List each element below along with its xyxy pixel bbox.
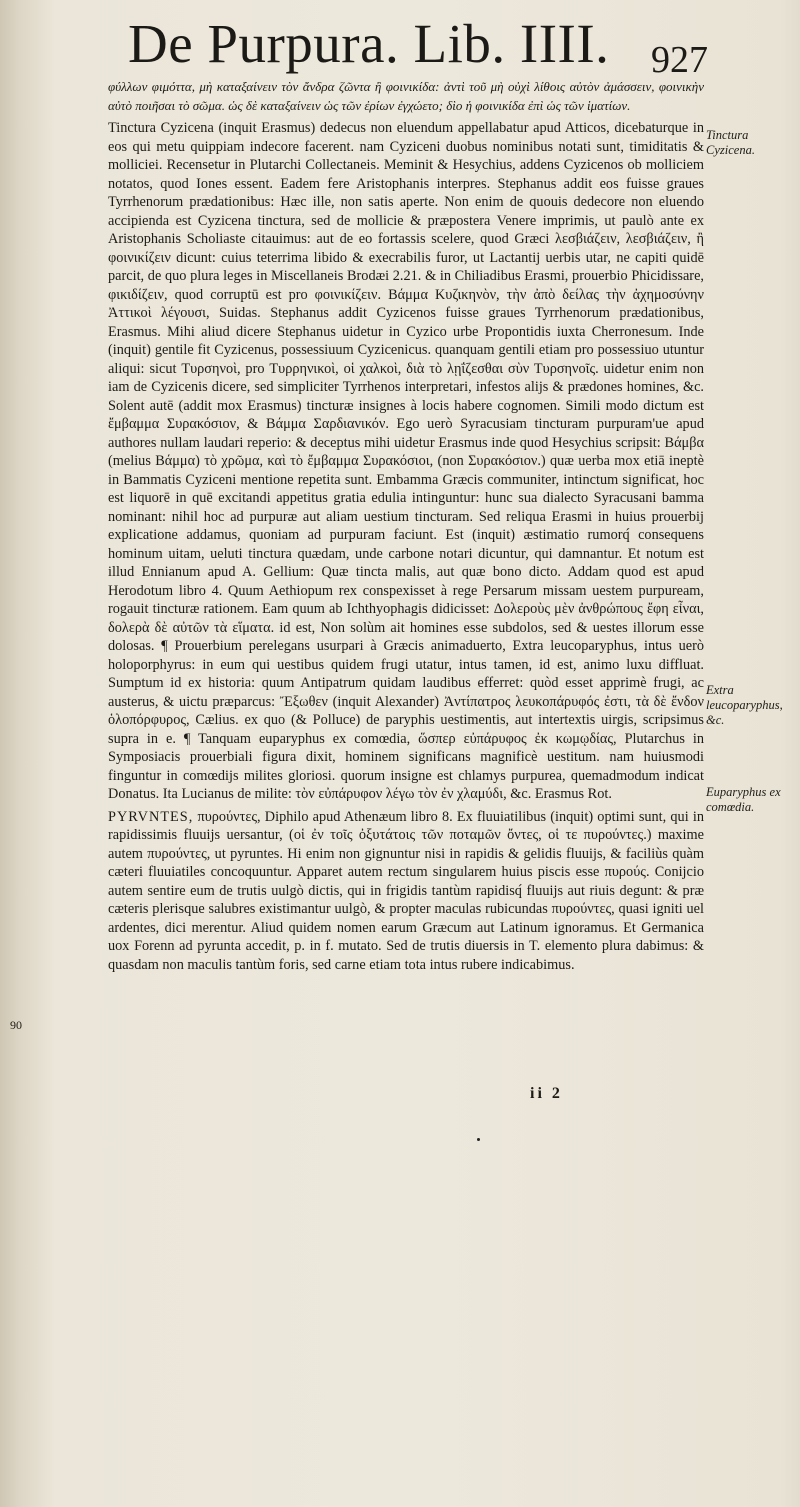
text-column <box>108 78 704 974</box>
paragraph-pyruntes <box>108 808 704 975</box>
paragraph-tinctura-cyzicena: Tinctura Cyzicena (inquit Erasmus) dedecus non eluendum appellabatur apud Atticos, dicebaturque in eos qui metu quippiam indecore facerent. nam Cyziceni duobus nominibus notati sunt, timiditatis & molliciei. Recensetur in Plutarchi Collectaneis. Meminit & Hesychius, addens Cyzicenos ob molliciem notatos, quod Iones essent. Eadem fere Aristophanis interpres. Stephanus addit eos fuisse graues Tyrrhenorum prædationibus: Hæc ille, non satis aperte. Non enim de quouis dedecore non eluendo accipienda est Cyzicena tinctura, sed de mollicie & præpostera Venere imprimis, ut paulò ante ex Aristophanis Scholiaste citauimus: aut de eo fortassis scelere, quod Græci λεσβιάζειν, λεσβιάζειν, ἢ φοινικίζειν dicunt: cuius teterrima libido & execrabilis furor, ut Lactantij uerbis utar, ne capiti quidē parcit, de quo plura leges in Miscellaneis Brodæi 2.21. & in Chiliadibus Erasmi, prouerbio Phicidissare, φικιδίζειν, quod corruptū est pro φοινικίζειν. Βάμμα Κυζικηνὸν, τὴν ἀπὸ δείλας τὴν ἀχημοσύνην Ἀττικοὶ λέγουσι, Suidas. Stephanus addit Cyzicenos fuisse graues Tyrrhenorum prædationibus, Erasmus. Mihi aliud dicere Stephanus uidetur in Cyzico urbe Propontidis iuxta Cherronesum. Inde (inquit) gentile fit Cyzicenus, possessiuum Cyzicenicus. quanquam gentili etiam pro possessiuo utuntur aliqui: sicut Τυρσηνοὶ, pro Τυρρηνικοὶ, οἱ χαλκοὶ, διὰ τὸ λῃΐζεσθαι σὺν Τυρσηνοῖς. uidetur enim non iam de Cyzicenis dicere, sed simpliciter Tyrrhenos interpretari, infestos alijs & prædones homines, &c. Solent autē (addit mox Erasmus) tincturæ insignes à locis habere cognomen. Simili modo dictum est ἔμβαμμα Συρακόσιον, & Βάμμα Σαρδιανικόν. Ego uerò Syracusiam tincturam purpuram'ue apud authores nullam laudari reperio: & deceptus mihi uidetur Erasmus inde quod Hesychius scripsit: Βάμβα (melius Βάμμα) τὸ χρῶμα, καὶ τὸ ἔμβαμμα Συρακόσιοι, (non Συρακόσιον.) quæ uerba mox etiā ineptè in Bammatis Cyziceni mentione repetita sunt. Embamma Græcis communiter, intinctum significat, hoc est liquorē in quē excitandi appetitus gratia edulia intinguntur: hunc sua dialecto Syracusani bamma nominant: nihil hoc ad purpuræ aut aliam uestium tincturam. Sed reliqua Erasmi in huius prouerbij explicatione addamus, quoniam ad purpuram faciunt. Est (inquit) æstimatio rumorq́ consequens hominum uitam, ueluti tinctura quædam, unde carbone notari dicuntur, qui damnantur. Et notum est illud Ennianum apud A. Gellium: Quæ tincta malis, aut quæ bono dicto. Addam quod est apud Herodotum libro 4. Quum Aethiopum rex conspexisset à rege Persarum missam uestem purpuream, rogauit tincturæ rationem. Eam quum ab Ichthyophagis didicisset: Δολεροὺς μὲν ἀνθρώπους ἔφη εἶναι, δολερὰ δὲ αὐτῶν τὰ εἵματα. id est, Non solùm ait homines esse subdolos, sed & uestes illorum esse dolosas. ¶ Prouerbium perelegans usurpari à Græcis animaduerto, Extra leucoparyphus, intus uerò holoporphyrus: in eum qui uestibus quidem frugi utatur, intus tamen, id est, animo luxu diffluat. Sumptum id ex historia: quum Antipatrum quidam laudibus efferret: quòd esset apprimè frugi, ac austerus, & uictu præparcus: Ἔξωθεν (inquit Alexander) Ἀντίπατρος λευκοπάρυφός ἐστι, τὰ δὲ ἔνδον ὁλοπόρφυρος, Cælius. ex quo (& Polluce) de paryphis uestimentis, aut intertextis uirgis, scripsimus supra in e. ¶ Tanquam euparyphus ex comœdia, ὥσπερ εὐπάρυφος ἐκ κωμῳδίας, Plutarchus in Symposiacis prouerbiali figura dixit, hominem significans magnificè uestitum. nam huiusmodi finguntur in comœdijs milites gloriosi. quorum insigne est chlamys purpurea, quemadmodum indicat Donatus. Ita Lucianus de milite: τὸν εὐπάρυφον λέγω τὸν ἐν χλαμύδι, &c. Erasmus Rot. <box>108 120 704 802</box>
greek-passage: φύλλων φιμόττα, μὴ καταξαίνειν τὸν ἄνδρα ζῶντα ἢ φοινικίδα: ἀντὶ τοῦ μὴ οὐχὶ λίθοις αὐτὸν ἀμάσσειν, φοινικὴν αὐτὸ ποιῆσαι τὸ σῶμα. ὡς δὲ καταξαίνειν ὡς τῶν ἐρίων ἐγχώετο; δὶο ἡ φοινικίδα ἐπὶ ὡς τῶν ἱματίων. <box>108 79 704 113</box>
signature-mark: ii 2 <box>530 1085 563 1102</box>
page-title: De Purpura. Lib. IIII. <box>128 13 610 74</box>
page-number: 927 <box>651 39 708 81</box>
entry-text: πυρούντες, Diphilo apud Athenæum libro 8. Ex fluuiatilibus (inquit) optimi sunt, qui in rapidissimis fluuijs uersantur, (οἱ ἐν τοῖς ὀξυτάτοις τῶν ποταμῶν ὄντες, οἱ τε πυρούντες.) maxime autem πυρούντες, ut pyruntes. Hi enim non gignuntur nisi in rapidis & gelidis fluuijs, & faciliùs quàm cæteri fluuiatiles concoquuntur. Apparet autem rectum singularem huius piscis esse πυρούς. Conijcio autem sentire eum de trutis uulgò dictis, qui in frigidis tantùm rapidisq́ fluuijs aut riuis degunt: & præ cæteris plerisque salubres existimantur uulgò, & propter maculas rubicundas πυρούντες, quasi igniti uel ardentes, dici merentur. Aliud quidem nomen earum Græcum aut Latinum ignoramus. Et Germanica uox Forenn ad pyrunta accedit, p. in f. mutato. Sed de trutis diuersis in T. elemento plura dabimus: & quasdam non maculis tantùm foris, sed carne etiam tota intus rubere indicabimus. <box>108 808 704 973</box>
ink-dot <box>477 1138 480 1141</box>
running-header <box>108 12 708 82</box>
left-margin-mark: 90 <box>10 1018 22 1032</box>
margin-note-tinctura-cyzicena: Tinctura Cyzicena. <box>706 128 755 157</box>
margin-note-extra-leucoparyphus: Extra leucoparyphus, &c. <box>706 683 783 727</box>
margin-note-euparyphus: Euparyphus ex comœdia. <box>706 785 781 814</box>
entry-lemma: PYRVNTES, <box>108 808 194 825</box>
